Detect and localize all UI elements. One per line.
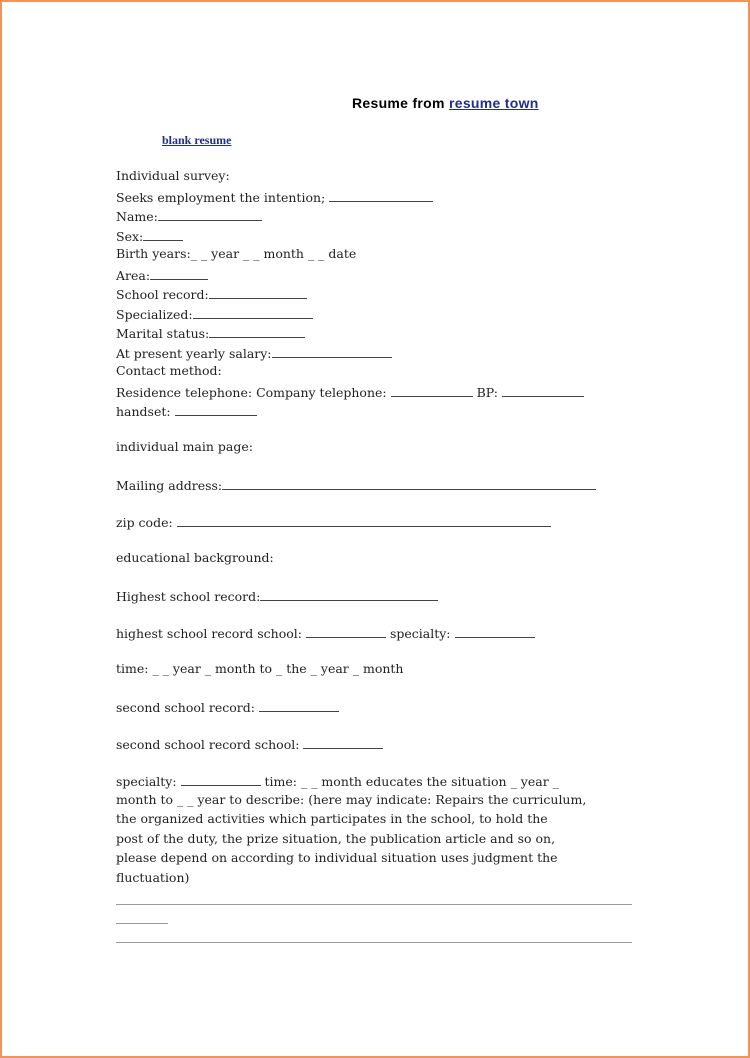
area-blank[interactable] <box>150 268 208 280</box>
name-line: Name: <box>116 209 262 224</box>
school-record-line: School record: <box>116 287 307 302</box>
page-title <box>352 95 539 111</box>
sex-line: Sex: <box>116 229 183 244</box>
specialty-time-line: specialty: time: _ _ month educates the situation _ year _ <box>116 774 559 789</box>
highest-school-blank[interactable] <box>306 626 386 638</box>
education-heading: educational background: <box>116 550 274 565</box>
highest-school-line: highest school record school: specialty: <box>116 626 535 641</box>
area-line: Area: <box>116 268 208 283</box>
company-telephone-blank[interactable] <box>391 385 473 397</box>
description-line-5: fluctuation) <box>116 870 190 885</box>
marital-status-blank[interactable] <box>209 326 305 338</box>
mailing-address-blank[interactable] <box>222 478 596 490</box>
individual-survey-heading: Individual survey: <box>116 168 230 183</box>
second-school-record-blank[interactable] <box>259 700 339 712</box>
contact-method-line: Contact method: <box>116 363 222 378</box>
second-school-blank[interactable] <box>303 737 383 749</box>
description-answer-rule-1[interactable] <box>116 904 632 905</box>
second-school-record-line: second school record: <box>116 700 339 715</box>
zip-code-blank[interactable] <box>177 515 551 527</box>
time-line: time: _ _ year _ month to _ the _ year _ month <box>116 661 404 676</box>
description-line-4: please depend on according to individual situation uses judgment the <box>116 850 558 865</box>
resume-town-link[interactable]: resume town <box>448 95 539 111</box>
description-line-2: the organized activities which participates in the school, to hold the <box>116 811 548 826</box>
second-specialty-blank[interactable] <box>181 774 261 786</box>
employment-intention-blank[interactable] <box>329 190 433 202</box>
blank-resume-link[interactable]: blank resume <box>162 133 232 147</box>
handset-line: handset: <box>116 404 257 419</box>
title-prefix: Resume from <box>352 95 445 111</box>
description-line-1: month to _ _ year to describe: (here may indicate: Repairs the curriculum, <box>116 792 587 807</box>
school-record-blank[interactable] <box>209 287 307 299</box>
description-answer-rule-2[interactable] <box>116 923 168 924</box>
salary-blank[interactable] <box>272 346 392 358</box>
handset-blank[interactable] <box>175 404 257 416</box>
highest-specialty-blank[interactable] <box>455 626 535 638</box>
sex-blank[interactable] <box>143 229 183 241</box>
description-answer-rule-3[interactable] <box>116 942 632 943</box>
second-school-line: second school record school: <box>116 737 383 752</box>
specialized-line: Specialized: <box>116 307 313 322</box>
description-line-3: post of the duty, the prize situation, the publication article and so on, <box>116 831 556 846</box>
specialized-blank[interactable] <box>193 307 313 319</box>
telephone-line: Residence telephone: Company telephone: BP: <box>116 385 584 400</box>
bp-blank[interactable] <box>502 385 584 397</box>
main-page-line: individual main page: <box>116 439 253 454</box>
birth-line: Birth years:_ _ year _ _ month _ _ date <box>116 246 357 261</box>
marital-status-line: Marital status: <box>116 326 305 341</box>
salary-line: At present yearly salary: <box>116 346 392 361</box>
employment-intention-line: Seeks employment the intention; <box>116 190 433 205</box>
mailing-address-line: Mailing address: <box>116 478 596 493</box>
highest-school-record-blank[interactable] <box>260 589 438 601</box>
highest-school-record-line: Highest school record: <box>116 589 438 604</box>
zip-code-line: zip code: <box>116 515 551 530</box>
name-blank[interactable] <box>158 209 262 221</box>
